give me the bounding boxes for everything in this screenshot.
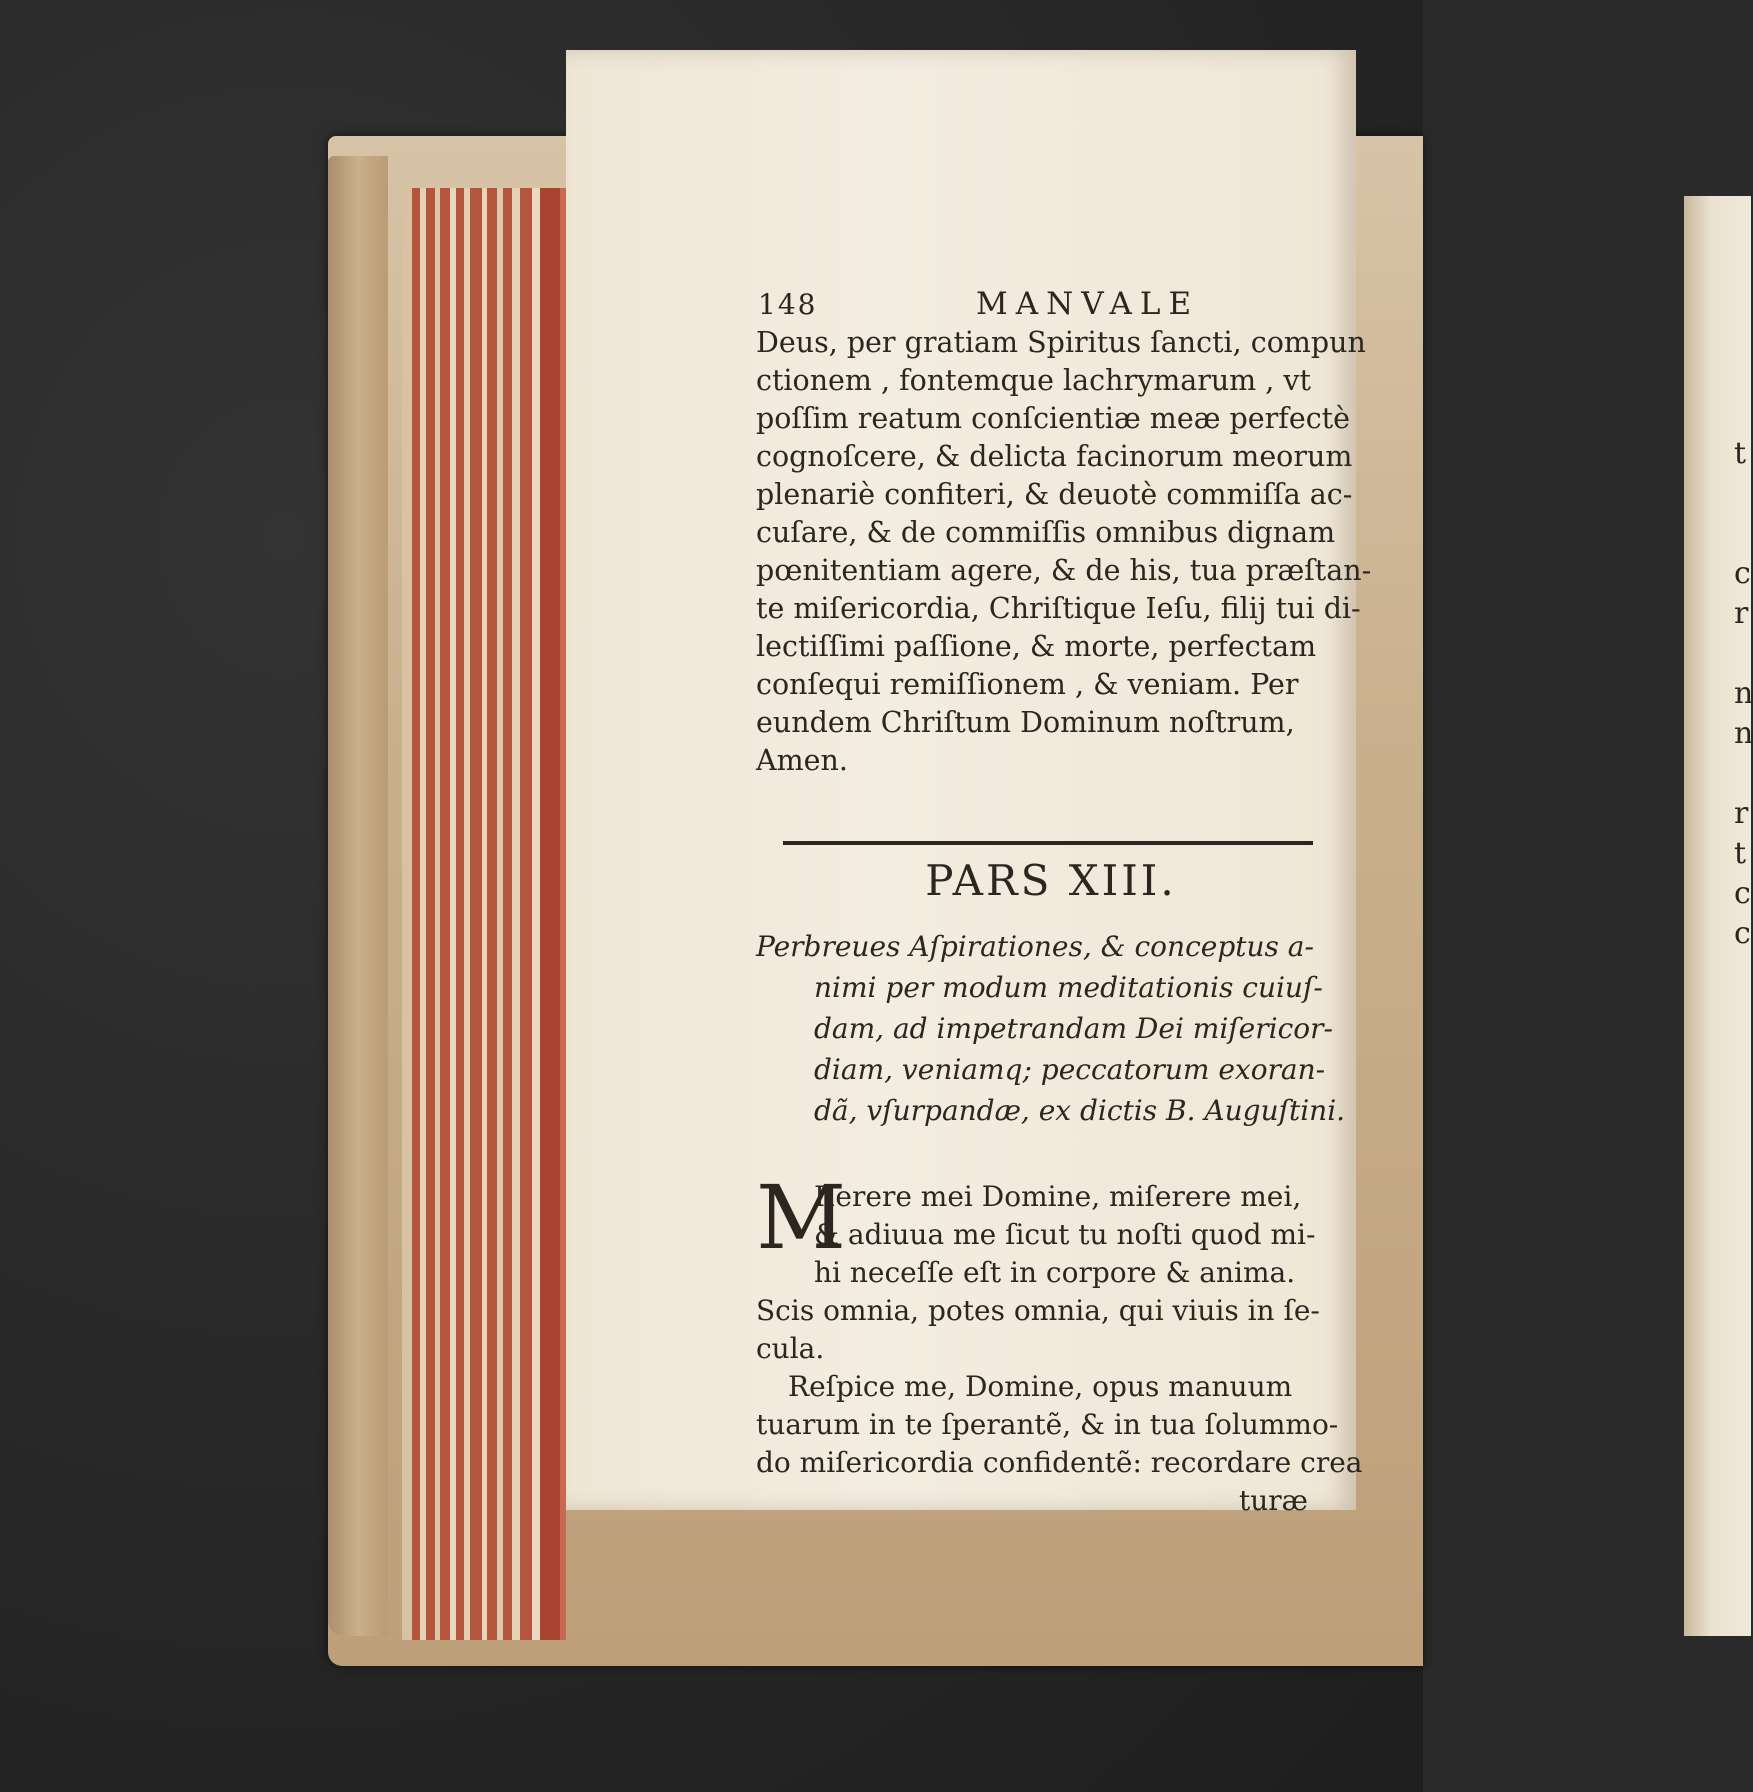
page-edge-stripe: [487, 188, 497, 1640]
facing-page-letter: r: [1734, 796, 1749, 831]
page-edge-stripe: [470, 188, 482, 1640]
red-page-edges: [402, 188, 566, 1640]
running-head: [756, 286, 1316, 326]
text-line: Iſerere mei Domine, miſerere mei,: [814, 1180, 1302, 1213]
text-line: hi neceſſe eſt in corpore & anima.: [814, 1256, 1296, 1289]
prayer-paragraph: [756, 324, 1372, 780]
facing-page-fragment: [1684, 196, 1751, 1636]
drop-capital: M: [756, 1166, 847, 1269]
section-subtitle: [756, 926, 1346, 1131]
text-line: Reſpice me, Domine, opus manuum: [788, 1370, 1293, 1403]
subtitle-line: Perbreues Aſpirationes, & conceptus a-: [756, 930, 1314, 963]
facing-page-letter: c: [1734, 876, 1751, 911]
facing-page-letter: n: [1734, 716, 1753, 751]
text-line: Amen.: [756, 744, 848, 777]
section-rule: [783, 841, 1313, 845]
text-line: tuarum in te ſperantẽ, & in tua ſolummo-: [756, 1408, 1339, 1441]
page-edge-stripe: [503, 188, 512, 1640]
text-line: plenariè confiteri, & deuotè commiſſa ac-: [756, 478, 1353, 511]
facing-page-letter: r: [1734, 596, 1749, 631]
text-line: poſſim reatum conſcientiæ meæ perfectè: [756, 402, 1350, 435]
text-line: lectiſſimi paſſione, & morte, perfectam: [756, 630, 1317, 663]
text-line: conſequi remiſſionem , & veniam. Per: [756, 668, 1299, 701]
page-edge-stripe: [426, 188, 435, 1640]
text-line: & adiuua me ſicut tu noſti quod mi-: [814, 1218, 1316, 1251]
page-edge-stripe: [520, 188, 532, 1640]
subtitle-line: dam, ad impetrandam Dei miſericor-: [814, 1012, 1333, 1045]
book-spine-edge: [328, 156, 388, 1636]
section-title: PARS XIII.: [925, 856, 1177, 905]
text-line: cuſare, & de commiſſis omnibus dignam: [756, 516, 1336, 549]
body-paragraph: [756, 1166, 1363, 1520]
facing-page-letter: t: [1734, 436, 1747, 471]
facing-page-letter: c: [1734, 916, 1751, 951]
page-edge-stripe: [440, 188, 450, 1640]
running-title: MANVALE: [976, 286, 1200, 322]
text-line: cula.: [756, 1332, 825, 1365]
text-line: eundem Chriſtum Dominum noſtrum,: [756, 706, 1295, 739]
text-line: te miſericordia, Chriſtique Ieſu, filij tui di-: [756, 592, 1361, 625]
page-edge-stripe: [412, 188, 420, 1640]
text-line: pœnitentiam agere, & de his, tua præſtan-: [756, 554, 1372, 587]
text-line: Deus, per gratiam Spiritus ſancti, compun: [756, 326, 1366, 359]
catchword: turæ: [1239, 1484, 1308, 1517]
page-edge-stripe: [512, 188, 520, 1640]
text-line: ctionem , fontemque lachrymarum , vt: [756, 364, 1311, 397]
page-number: 148: [758, 288, 818, 321]
subtitle-line: dã, vſurpandæ, ex dictis B. Auguſtini.: [814, 1094, 1346, 1127]
facing-page-letter: n: [1734, 676, 1753, 711]
text-line: Scis omnia, potes omnia, qui viuis in ſe-: [756, 1294, 1320, 1327]
page-edge-stripe: [532, 188, 540, 1640]
page-edge-stripe: [456, 188, 464, 1640]
page-edge-stripe: [402, 188, 412, 1640]
facing-page-letter: t: [1734, 836, 1747, 871]
facing-page-letter: c: [1734, 556, 1751, 591]
page-edge-stripe: [540, 188, 560, 1640]
subtitle-line: nimi per modum meditationis cuiuſ-: [814, 971, 1323, 1004]
subtitle-line: diam, veniamq; peccatorum exoran-: [814, 1053, 1326, 1086]
text-line: cognoſcere, & delicta facinorum meorum: [756, 440, 1353, 473]
text-line: do miſericordia confidentẽ: recordare crea: [756, 1446, 1363, 1479]
